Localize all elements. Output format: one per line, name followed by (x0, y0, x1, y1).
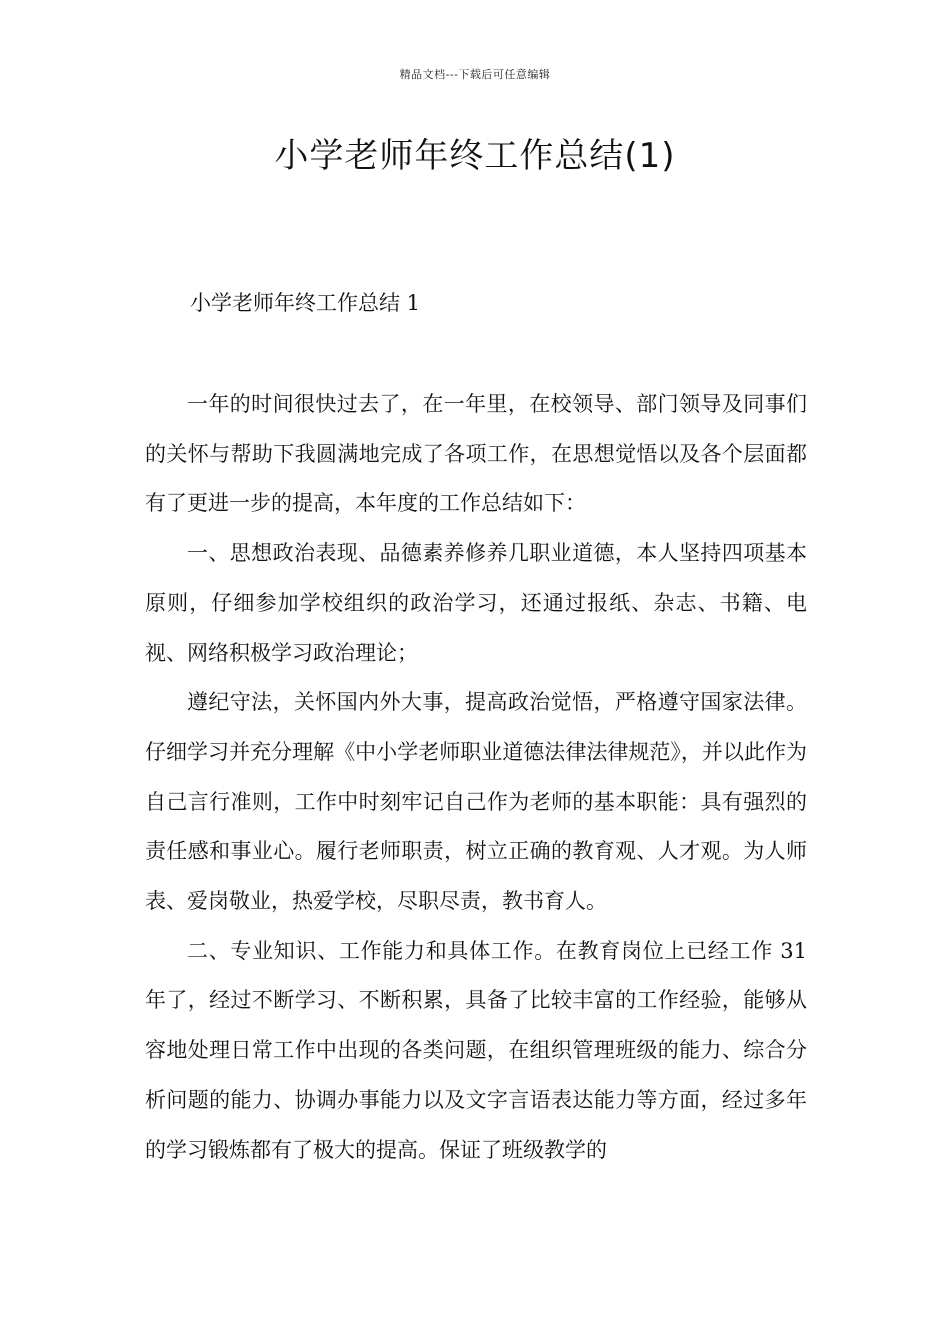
header-note: 精品文档---下载后可任意编辑 (399, 68, 551, 81)
paragraph: 遵纪守法，关怀国内外大事，提高政治觉悟，严格遵守国家法律。仔细学习并充分理解《中小学老师职业道德法律法律规范》，并以此作为自己言行准则，工作中时刻牢记自己作为老师的基本职能：具有强烈的责任感和事业心。履行老师职责，树立正确的教育观、人才观。为人师表、爱岗敬业，热爱学校，尽职尽责，教书育人。 (145, 690, 807, 914)
document-subtitle: 小学老师年终工作总结 1 (190, 291, 421, 315)
paragraph: 一、思想政治表现、品德素养修养几职业道德，本人坚持四项基本原则，仔细参加学校组织的政治学习，还通过报纸、杂志、书籍、电视、网络积极学习政治理论； (145, 541, 807, 665)
paragraph: 一年的时间很快过去了，在一年里，在校领导、部门领导及同事们的关怀与帮助下我圆满地完成了各项工作，在思想觉悟以及各个层面都有了更进一步的提高，本年度的工作总结如下： (145, 392, 807, 516)
paragraph: 二、专业知识、工作能力和具体工作。在教育岗位上已经工作 31 年了，经过不断学习、不断积累，具备了比较丰富的工作经验，能够从容地处理日常工作中出现的各类问题，在组织管理班级的能力、综合分析问题的能力、协调办事能力以及文字言语表达能力等方面，经过多年的学习锻炼都有了极大的提高。保证了班级教学的 (145, 938, 807, 1162)
document-body (145, 380, 807, 1175)
document-title: 小学老师年终工作总结(1) (274, 136, 676, 176)
